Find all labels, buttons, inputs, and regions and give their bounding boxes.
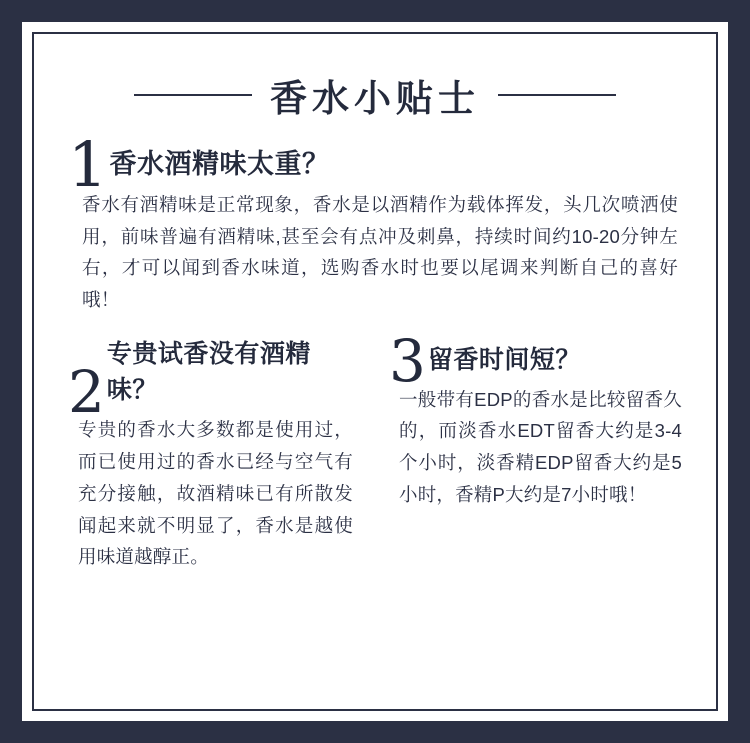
- section-2-head: [68, 334, 353, 426]
- section-1-number: 1: [68, 128, 108, 201]
- section-2: [68, 334, 375, 573]
- section-3-body: 一般带有EDP的香水是比较留香久的，而淡香水EDT留香大约是3-4个小时，淡香精EDP留香大约是5小时，香精P大约是7小时哦！: [399, 388, 682, 506]
- section-1-head: [68, 128, 682, 201]
- section-2-number: 2: [68, 357, 105, 426]
- section-1-heading: 香水酒精味太重？: [109, 148, 330, 179]
- section-3-head: [389, 327, 682, 396]
- page-title: [68, 68, 682, 122]
- title-text: 香水小贴士: [270, 76, 480, 120]
- section-3-number: 3: [389, 327, 426, 396]
- section-2-heading: 专贵试香没有酒精味？: [106, 340, 311, 405]
- card-border: [32, 32, 718, 711]
- poster-card: [22, 22, 728, 721]
- section-columns: [68, 327, 682, 573]
- title-rule-right: [498, 94, 616, 96]
- section-3: [375, 327, 682, 573]
- section-1-body: 香水有酒精味是正常现象，香水是以酒精作为载体挥发，头几次喷洒使用，前味普遍有酒精味,甚至会有点冲及刺鼻，持续时间约10-20分钟左右，才可以闻到香水味道，选购香水时也要以尾调来判断自己的喜好哦！: [82, 193, 678, 311]
- card-content: [34, 34, 716, 709]
- section-3-heading: 留香时间短？: [427, 345, 581, 374]
- section-1: [68, 128, 682, 316]
- section-2-body: 专贵的香水大多数都是使用过，而已使用过的香水已经与空气有充分接触，故酒精味已有所散发闻起来就不明显了，香水是越使用味道越醇正。: [78, 419, 353, 568]
- title-rule-left: [134, 94, 252, 96]
